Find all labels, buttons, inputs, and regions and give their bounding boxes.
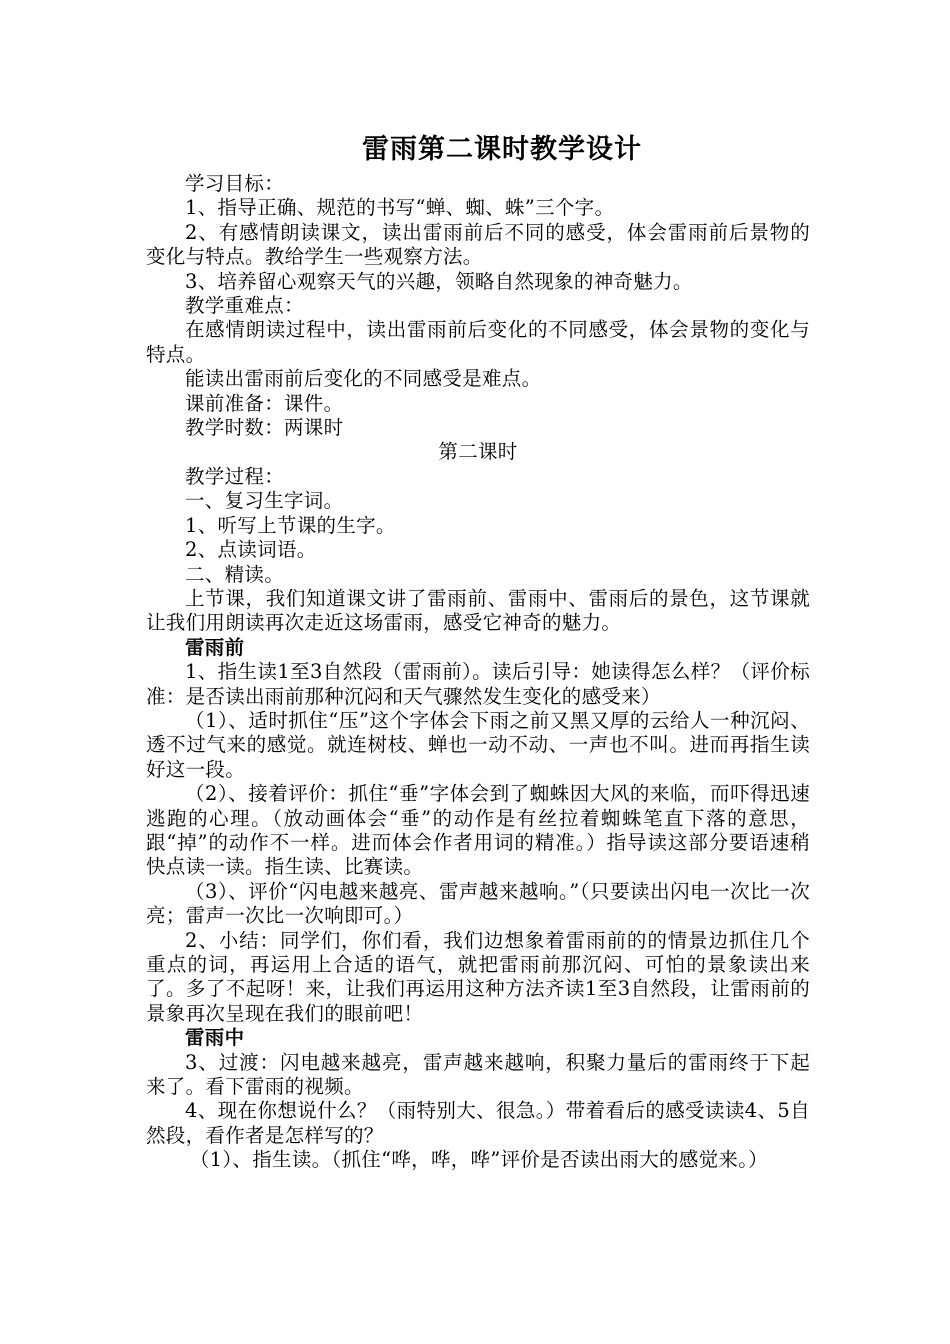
during-step-4-1: （1）、指生读。（抓住“哗，哗，哗”评价是否读出雨大的感觉来。） bbox=[189, 1148, 769, 1172]
step-close-reading: 二、精读。 bbox=[185, 562, 285, 586]
before-step-1-3: （3）、评价“闪电越来越亮、雷声越来越响。”（只要读出闪电一次比一次亮；雷声一次比一次响即可。） bbox=[146, 879, 810, 928]
objectives-heading: 学习目标： bbox=[185, 172, 285, 195]
key-point: 在感情朗读过程中，读出雷雨前后变化的不同感受，体会景物的变化与特点。 bbox=[146, 318, 810, 366]
during-step-3: 3、过渡：闪电越来越亮，雷声越来越响，积聚力量后的雷雨终于下起来了。看下雷雨的视频。 bbox=[146, 1050, 810, 1099]
preparation: 课前准备：课件。 bbox=[185, 391, 344, 415]
objective-3: 3、培养留心观察天气的兴趣，领略自然现象的神奇魅力。 bbox=[185, 269, 693, 293]
during-step-4: 4、现在你想说什么？（雨特别大、很急。）带着看后的感受读读4、5自然段，看作者是怎样写的？ bbox=[146, 1099, 810, 1147]
objective-2: 2、有感情朗读课文，读出雷雨前后不同的感受，体会雷雨前后景物的变化与特点。教给学生一些观察方法。 bbox=[146, 220, 810, 269]
intro-paragraph: 上节课，我们知道课文讲了雷雨前、雷雨中、雷雨后的景色，这节课就让我们用朗读再次走近这场雷雨，感受它神奇的魅力。 bbox=[146, 586, 810, 635]
section-heading-before: 雷雨前 bbox=[185, 635, 245, 659]
before-step-1-1: （1）、适时抓住“压”这个字体会下雨之前又黑又厚的云给人一种沉闷、透不过气来的感觉。就连树枝、蝉也一动不动、一声也不叫。进而再指生读好这一段。 bbox=[146, 708, 810, 781]
lesson-heading: 第二课时 bbox=[438, 440, 518, 464]
objective-1: 1、指导正确、规范的书写“蝉、蜘、蛛”三个字。 bbox=[185, 196, 615, 220]
difficulty: 能读出雷雨前后变化的不同感受是难点。 bbox=[185, 367, 542, 391]
process-heading: 教学过程： bbox=[185, 464, 285, 488]
document-title: 雷雨第二课时教学设计 bbox=[362, 134, 642, 165]
before-step-1-2: （2）、接着评价：抓住“垂”字体会到了蜘蛛因大风的来临，而吓得迅速逃跑的心理。（放动画体会“垂”的动作是有丝拉着蜘蛛笔直下落的意思，跟“掉”的动作不一样。进而体会作者用词的精准。）指导读这部分要语速稍快点读一读。指生读、比赛读。 bbox=[146, 782, 810, 879]
before-step-1: 1、指生读1至3自然段（雷雨前）。读后引导：她读得怎么样？（评价标准：是否读出雨前那种沉闷和天气骤然发生变化的感受来） bbox=[146, 660, 810, 708]
step-review-reading: 2、点读词语。 bbox=[185, 538, 317, 562]
before-summary: 2、小结：同学们，你们看，我们边想象着雷雨前的的情景边抓住几个重点的词，再运用上合适的语气，就把雷雨前那沉闷、可怕的景象读出来了。多了不起呀！来，让我们再运用这种方法齐读1至3自然段，让雷雨前的景象再次呈现在我们的眼前吧！ bbox=[146, 928, 810, 1025]
document-page bbox=[146, 128, 810, 1173]
step-review: 一、复习生字词。 bbox=[185, 489, 344, 513]
section-heading-during: 雷雨中 bbox=[185, 1026, 245, 1050]
step-review-dictation: 1、听写上节课的生字。 bbox=[185, 513, 396, 537]
key-points-heading: 教学重难点： bbox=[185, 294, 304, 318]
teaching-hours: 教学时数：两课时 bbox=[185, 416, 344, 440]
